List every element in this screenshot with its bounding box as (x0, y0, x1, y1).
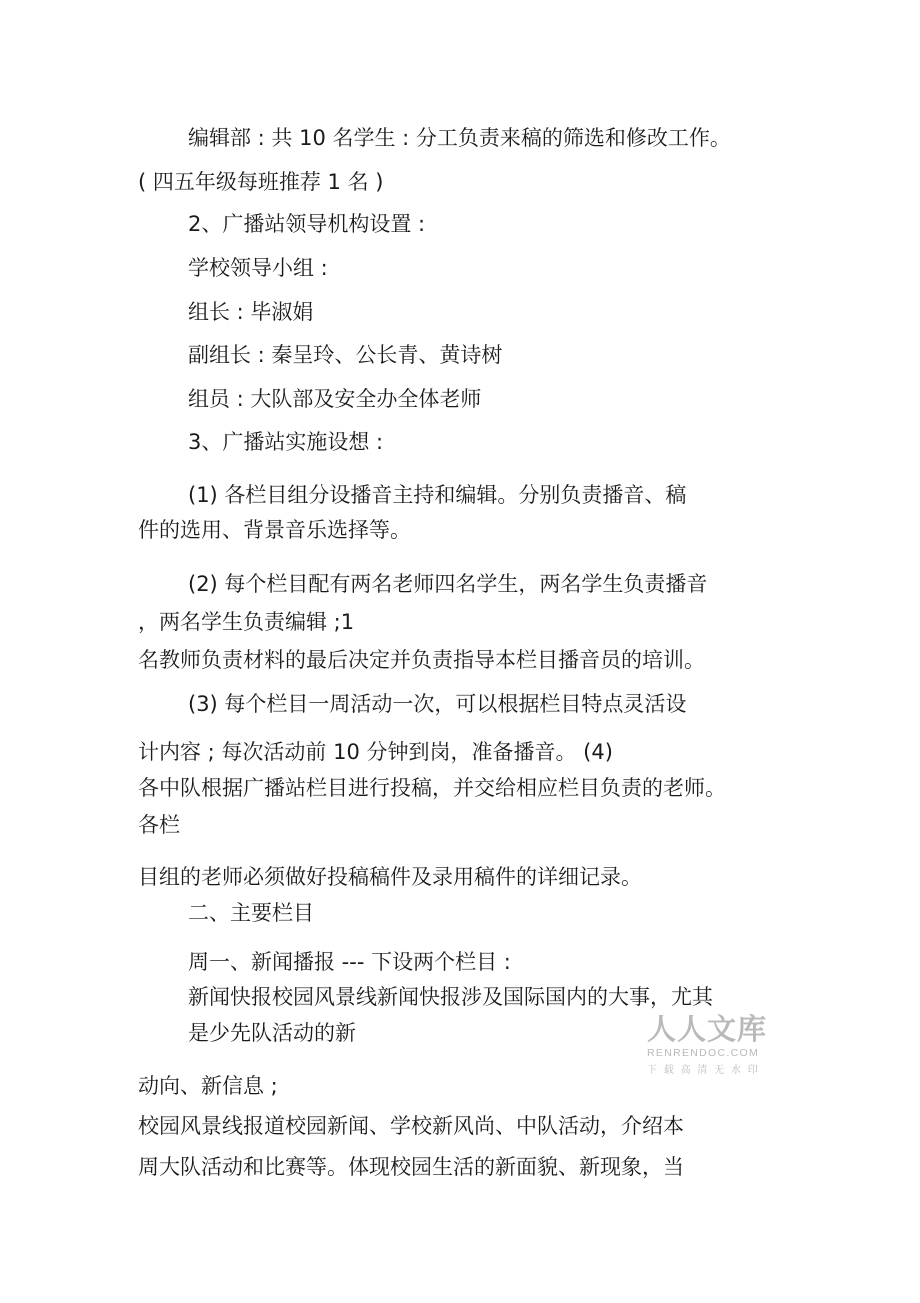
text-line: 2、广播站领导机构设置 : (188, 212, 426, 236)
watermark-url: RENRENDOC.COM (647, 1047, 759, 1059)
text-line: 组长 : 毕淑娟 (188, 300, 314, 324)
text-line: 校园风景线报道校园新闻、学校新风尚、中队活动，介绍本 (138, 1114, 684, 1138)
watermark-slogan: 下载高清无水印 (647, 1065, 765, 1076)
text-line: 周大队活动和比赛等。体现校园生活的新面貌、新现象，当 (138, 1155, 684, 1179)
text-line: 目组的老师必须做好投稿稿件及录用稿件的详细记录。 (138, 865, 642, 889)
text-line: (2) 每个栏目配有两名老师四名学生，两名学生负责播音 (188, 572, 708, 596)
text-line: 动向、新信息 ; (138, 1074, 278, 1098)
text-line: (1) 各栏目组分设播音主持和编辑。分别负责播音、稿 (188, 483, 687, 507)
text-line: 各栏 (138, 813, 180, 837)
text-line: 3、广播站实施设想 : (188, 430, 384, 454)
text-line: 件的选用、背景音乐选择等。 (138, 518, 411, 542)
text-line: 名教师负责材料的最后决定并负责指导本栏目播音员的培训。 (138, 648, 705, 672)
text-line: 组员 : 大队部及安全办全体老师 (188, 387, 482, 411)
text-line: ，两名学生负责编辑 ;1 (138, 610, 355, 634)
text-line: 新闻快报校园风景线新闻快报涉及国际国内的大事，尤其 (188, 985, 713, 1009)
watermark-brand: 人人文库 (647, 1012, 768, 1046)
section-heading: 二、主要栏目 (188, 901, 314, 925)
watermark-logo (647, 1012, 772, 1076)
text-line: 是少先队活动的新 (188, 1021, 356, 1045)
text-line: 周一、新闻播报 --- 下设两个栏目 : (188, 950, 511, 974)
text-line: 计内容 ; 每次活动前 10 分钟到岗，准备播音。 (4) (138, 740, 613, 764)
text-line: 学校领导小组 : (188, 256, 328, 280)
text-line: ( 四五年级每班推荐 1 名 ) (138, 170, 384, 194)
text-line: 副组长 : 秦呈玲、公长青、黄诗树 (188, 343, 503, 367)
text-line: 各中队根据广播站栏目进行投稿，并交给相应栏目负责的老师。 (138, 776, 726, 800)
text-line: 编辑部 : 共 10 名学生 : 分工负责来稿的筛选和修改工作。 (188, 126, 731, 150)
text-line: (3) 每个栏目一周活动一次，可以根据栏目特点灵活设 (188, 692, 687, 716)
